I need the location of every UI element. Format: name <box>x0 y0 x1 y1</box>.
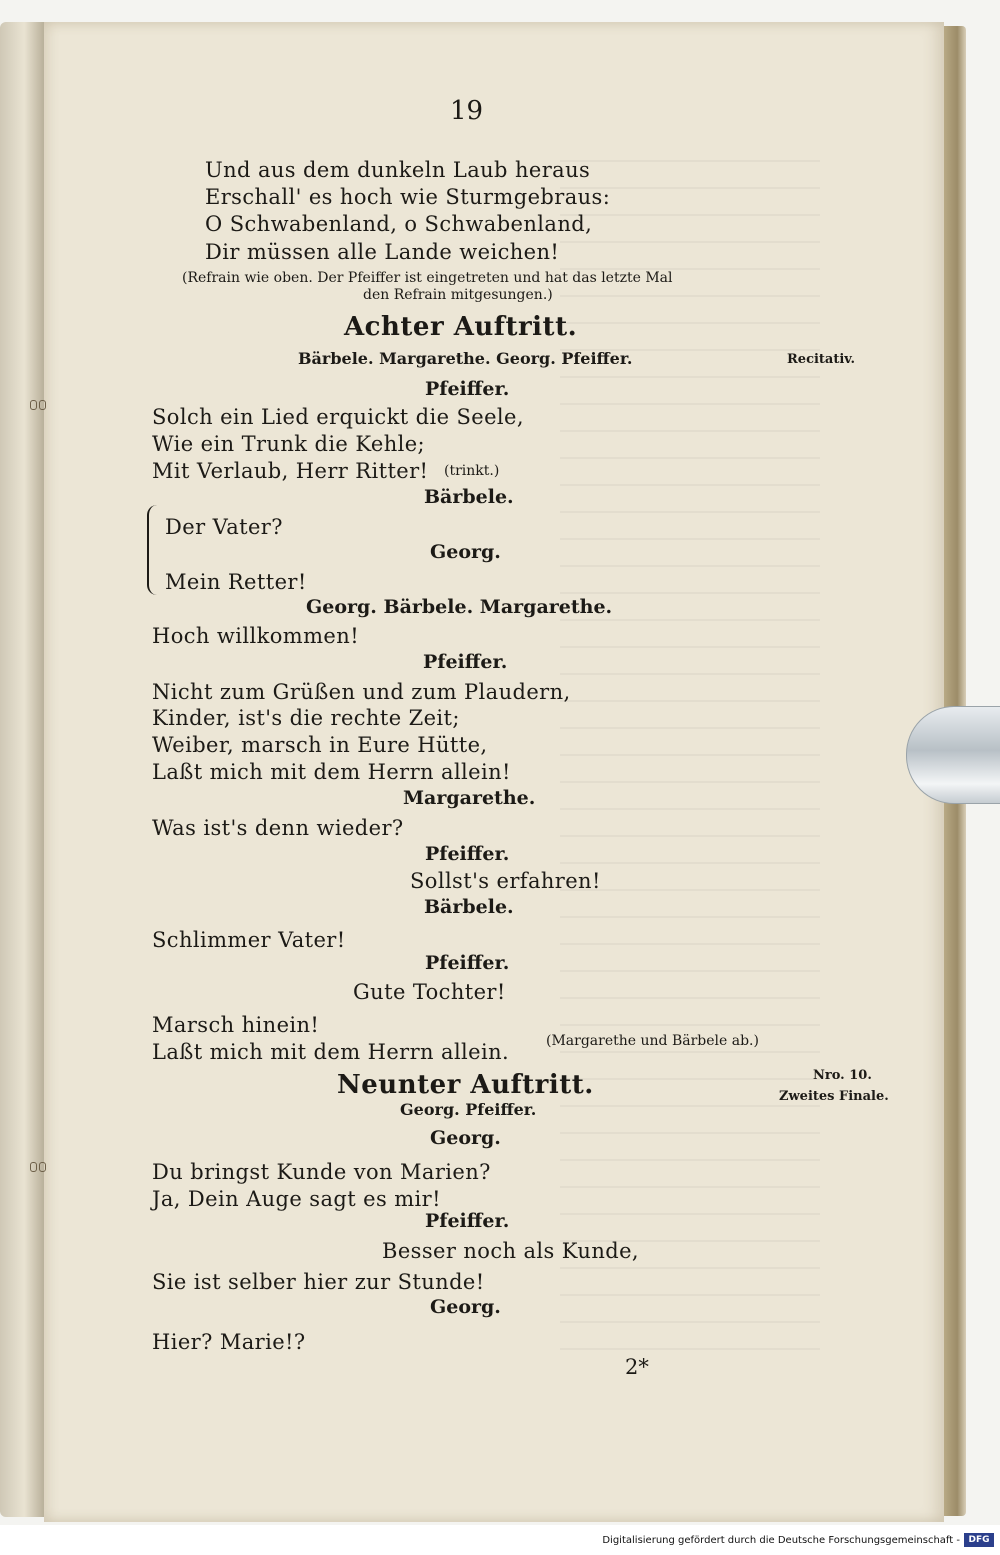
scene-cast: Georg. Pfeiffer. <box>400 1100 537 1119</box>
speaker-name: Georg. Bärbele. Margarethe. <box>306 596 613 618</box>
dialogue-line: Nicht zum Grüßen und zum Plaudern, <box>152 680 571 704</box>
page-number: 19 <box>450 96 484 126</box>
bleed-through-text <box>560 160 820 1360</box>
speaker-name: Georg. <box>430 1127 501 1149</box>
dialogue-line: Laßt mich mit dem Herrn allein. <box>152 1040 510 1064</box>
footer-credit: Digitalisierung gefördert durch die Deutsche Forschungsgemeinschaft - <box>602 1535 960 1546</box>
dialogue-line: Hoch willkommen! <box>152 624 360 648</box>
dialogue-line: Schlimmer Vater! <box>152 928 346 952</box>
dialogue-line: Gute Tochter! <box>353 980 506 1004</box>
scene-cast: Bärbele. Margarethe. Georg. Pfeiffer. <box>298 349 633 368</box>
binding-stitch <box>30 1162 46 1170</box>
stage-direction: (trinkt.) <box>444 463 500 479</box>
dialogue-line: Was ist's denn wieder? <box>152 816 404 840</box>
dialogue-line: Laßt mich mit dem Herrn allein! <box>152 760 511 784</box>
dialogue-line: Weiber, marsch in Eure Hütte, <box>152 733 488 757</box>
dialogue-line: Kinder, ist's die rechte Zeit; <box>152 706 460 730</box>
speaker-name: Georg. <box>430 1296 501 1318</box>
page-clip <box>906 706 1000 804</box>
brace <box>147 505 159 595</box>
speaker-name: Pfeiffer. <box>423 651 508 673</box>
speaker-name: Bärbele. <box>424 896 514 918</box>
verse-line: Erschall' es hoch wie Sturmgebraus: <box>205 185 611 209</box>
margin-note: Zweites Finale. <box>779 1089 889 1104</box>
dfg-logo: DFG <box>964 1533 994 1547</box>
stage-direction: (Refrain wie oben. Der Pfeiffer ist eingetreten und hat das letzte Mal <box>182 270 673 286</box>
speaker-name: Pfeiffer. <box>425 1210 510 1232</box>
margin-note: Recitativ. <box>787 352 856 367</box>
dialogue-line: Wie ein Trunk die Kehle; <box>152 432 426 456</box>
speaker-name: Georg. <box>430 541 501 563</box>
dialogue-line: Du bringst Kunde von Marien? <box>152 1160 491 1184</box>
footer-bar <box>0 1525 1000 1555</box>
dialogue-line: Solch ein Lied erquickt die Seele, <box>152 405 524 429</box>
signature-mark: 2* <box>625 1355 649 1379</box>
dialogue-line: Sie ist selber hier zur Stunde! <box>152 1270 485 1294</box>
binding-stitch <box>30 400 46 408</box>
speaker-name: Pfeiffer. <box>425 952 510 974</box>
scene-title: Neunter Auftritt. <box>337 1070 594 1100</box>
dialogue-line: Ja, Dein Auge sagt es mir! <box>152 1187 441 1211</box>
stage-direction: den Refrain mitgesungen.) <box>363 287 553 303</box>
book-binding-edge <box>0 22 44 1517</box>
speaker-name: Pfeiffer. <box>425 378 510 400</box>
margin-note: Nro. 10. <box>813 1068 872 1083</box>
dialogue-line: Mit Verlaub, Herr Ritter! <box>152 459 429 483</box>
dialogue-line: Besser noch als Kunde, <box>382 1239 639 1263</box>
dialogue-line: Der Vater? <box>165 515 283 539</box>
verse-line: Dir müssen alle Lande weichen! <box>205 240 560 264</box>
speaker-name: Pfeiffer. <box>425 843 510 865</box>
stage-direction: (Margarethe und Bärbele ab.) <box>546 1033 759 1049</box>
dialogue-line: Sollst's erfahren! <box>410 869 601 893</box>
scene-title: Achter Auftritt. <box>344 312 578 342</box>
verse-line: Und aus dem dunkeln Laub heraus <box>205 158 591 182</box>
speaker-name: Margarethe. <box>403 787 536 809</box>
speaker-name: Bärbele. <box>424 486 514 508</box>
dialogue-line: Hier? Marie!? <box>152 1330 306 1354</box>
dialogue-line: Mein Retter! <box>165 570 307 594</box>
verse-line: O Schwabenland, o Schwabenland, <box>205 212 593 236</box>
dialogue-line: Marsch hinein! <box>152 1013 320 1037</box>
